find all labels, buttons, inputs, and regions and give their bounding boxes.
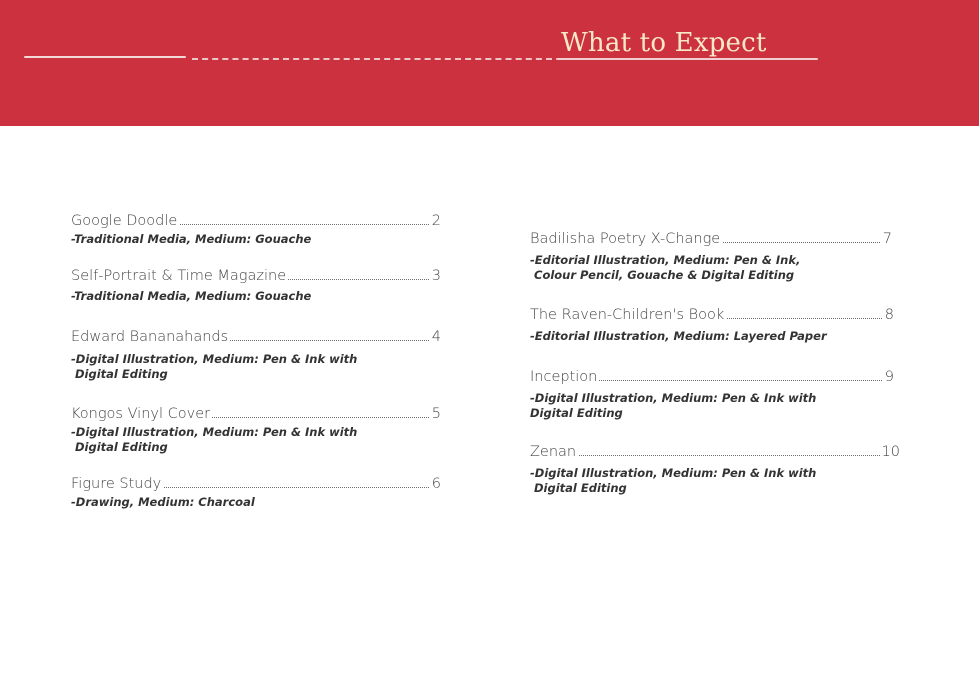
leader-dots [530,455,888,456]
toc-page-number: 4 [430,326,441,348]
toc-line [530,366,894,388]
toc-entry-description: -Editorial Illustration, Medium: Layered Paper [530,329,827,343]
toc-page-number: 2 [430,210,441,232]
toc-entry-title: Badilisha Poetry X-Change [530,228,722,250]
toc-line [530,228,892,250]
toc-entry-title: Google Doodle [71,210,179,232]
toc-line [71,473,441,495]
toc-page-number: 6 [430,473,441,495]
decorative-rule-middle [192,58,552,60]
toc-line [71,403,441,425]
toc-page-number: 3 [430,265,441,287]
toc-line [71,326,441,348]
toc-entry-description: -Traditional Media, Medium: Gouache [71,232,312,246]
toc-page-number: 8 [883,304,894,326]
toc-entry-title: Inception [530,366,599,388]
toc-page-number: 10 [880,441,900,463]
toc-line [530,304,894,326]
toc-entry-title: Self-Portrait & Time Magazine [71,265,288,287]
toc-entry-title: Edward Bananahands [71,326,230,348]
toc-entry-inception [530,366,894,421]
toc-page-number: 5 [430,403,441,425]
toc-line [71,210,441,232]
toc-entry-description: -Digital Illustration, Medium: Pen & Ink with Digital Editing [71,425,358,454]
toc-entry-kongos-vinyl-cover [71,403,441,455]
toc-entry-self-portrait [71,265,441,304]
toc-line [530,441,900,463]
toc-entry-figure-study [71,473,441,510]
toc-entry-title: Figure Study [71,473,163,495]
toc-entry-zenan [530,441,900,496]
toc-entry-badilisha-poetry [530,228,892,283]
toc-entry-raven-childrens-book [530,304,894,344]
toc-entry-description: -Drawing, Medium: Charcoal [71,495,255,509]
toc-entry-description: -Traditional Media, Medium: Gouache [71,289,312,303]
toc-page-number: 7 [881,228,892,250]
toc-entry-title: Zenan [530,441,578,463]
toc-page-number: 9 [883,366,894,388]
toc-entry-title: Kongos Vinyl Cover [71,403,212,425]
decorative-rule-left [24,56,186,58]
toc-entry-description: -Digital Illustration, Medium: Pen & Ink with Digital Editing [530,466,817,495]
toc-entry-description: -Digital Illustration, Medium: Pen & Ink with Digital Editing [530,391,817,420]
toc-entry-description: -Editorial Illustration, Medium: Pen & Ink, Colour Pencil, Gouache & Digital Editing [530,253,801,282]
toc-entry-description: -Digital Illustration, Medium: Pen & Ink with Digital Editing [71,352,358,381]
toc-entry-title: The Raven-Children's Book [530,304,726,326]
toc-entry-edward-bananahands [71,326,441,382]
toc-line [71,265,441,287]
page-title: What to Expect [561,28,767,58]
toc-entry-google-doodle [71,210,441,247]
header-band [0,0,979,126]
